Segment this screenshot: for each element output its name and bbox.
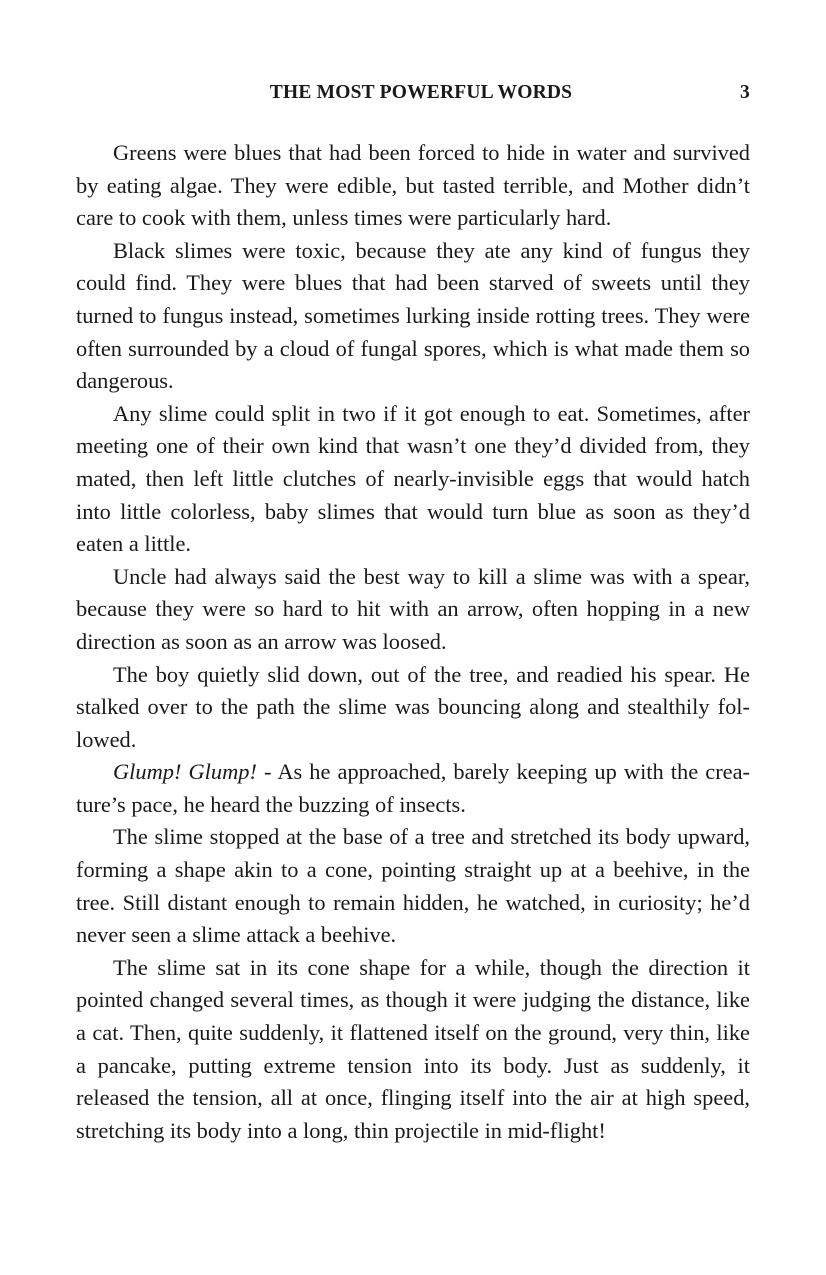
paragraph [76, 821, 750, 951]
paragraph-text: Any slime could split in two if it got enough to eat. Sometimes, after meeting one of their own kind that wasn’t one they’d divided from, they mated, then left little clutches of nearly-invisible eggs that would hatch into little colorless, baby slimes that would turn blue as soon as they’d eaten a little. [76, 400, 750, 557]
book-page [76, 82, 750, 1147]
chapter-title: THE MOST POWERFUL WORDS [269, 82, 573, 103]
paragraph [76, 561, 750, 659]
paragraph-text: Uncle had always said the best way to kill a slime was with a spear, because they were so hard to hit with an arrow, often hopping in a new direction as soon as an arrow was loosed. [76, 563, 750, 654]
paragraph-text: The boy quietly slid down, out of the tree, and readied his spear. He stalked over to the path the slime was bouncing along and stealthily followed. [76, 661, 750, 752]
paragraph [76, 235, 750, 398]
paragraph-text: The slime sat in its cone shape for a while, though the direction it pointed changed several times, as though it were judging the distance, like a cat. Then, quite suddenly, it flattened itself on the ground, very thin, like a pancake, putting extreme tension into its body. Just as suddenly, it released the tension, all at once, flinging itself into the air at high speed, stretching its body into a long, thin projectile in mid-flight! [76, 954, 750, 1143]
page-number: 3 [740, 82, 750, 103]
running-head [76, 82, 750, 112]
paragraph-text: The slime stopped at the base of a tree and stretched its body upward, forming a shape akin to a cone, pointing straight up at a beehive, in the tree. Still distant enough to remain hidden, he watched, in curiosity; he’d never seen a slime attack a beehive. [76, 824, 750, 948]
body-text [76, 137, 750, 1147]
sound-effect-italic: Glump! Glump! - [113, 759, 272, 785]
paragraph-text: Greens were blues that had been forced to hide in water and survived by eating algae. They were edible, but tasted terrible, and Mother didn’t care to cook with them, unless times were particularly hard. [76, 140, 750, 231]
paragraph [76, 952, 750, 1148]
paragraph-text: Black slimes were toxic, because they ate any kind of fungus they could find. They were blues that had been starved of sweets until they turned to fungus instead, sometimes lurking inside rotting trees. They were often surrounded by a cloud of fungal spores, which is what made them so dangerous. [76, 237, 750, 394]
paragraph [76, 137, 750, 235]
paragraph-text: As he approached, barely keeping up with the creature’s pace, he heard the buzzing of insects. [76, 759, 750, 817]
paragraph [76, 398, 750, 561]
paragraph [76, 659, 750, 757]
paragraph [76, 756, 750, 821]
